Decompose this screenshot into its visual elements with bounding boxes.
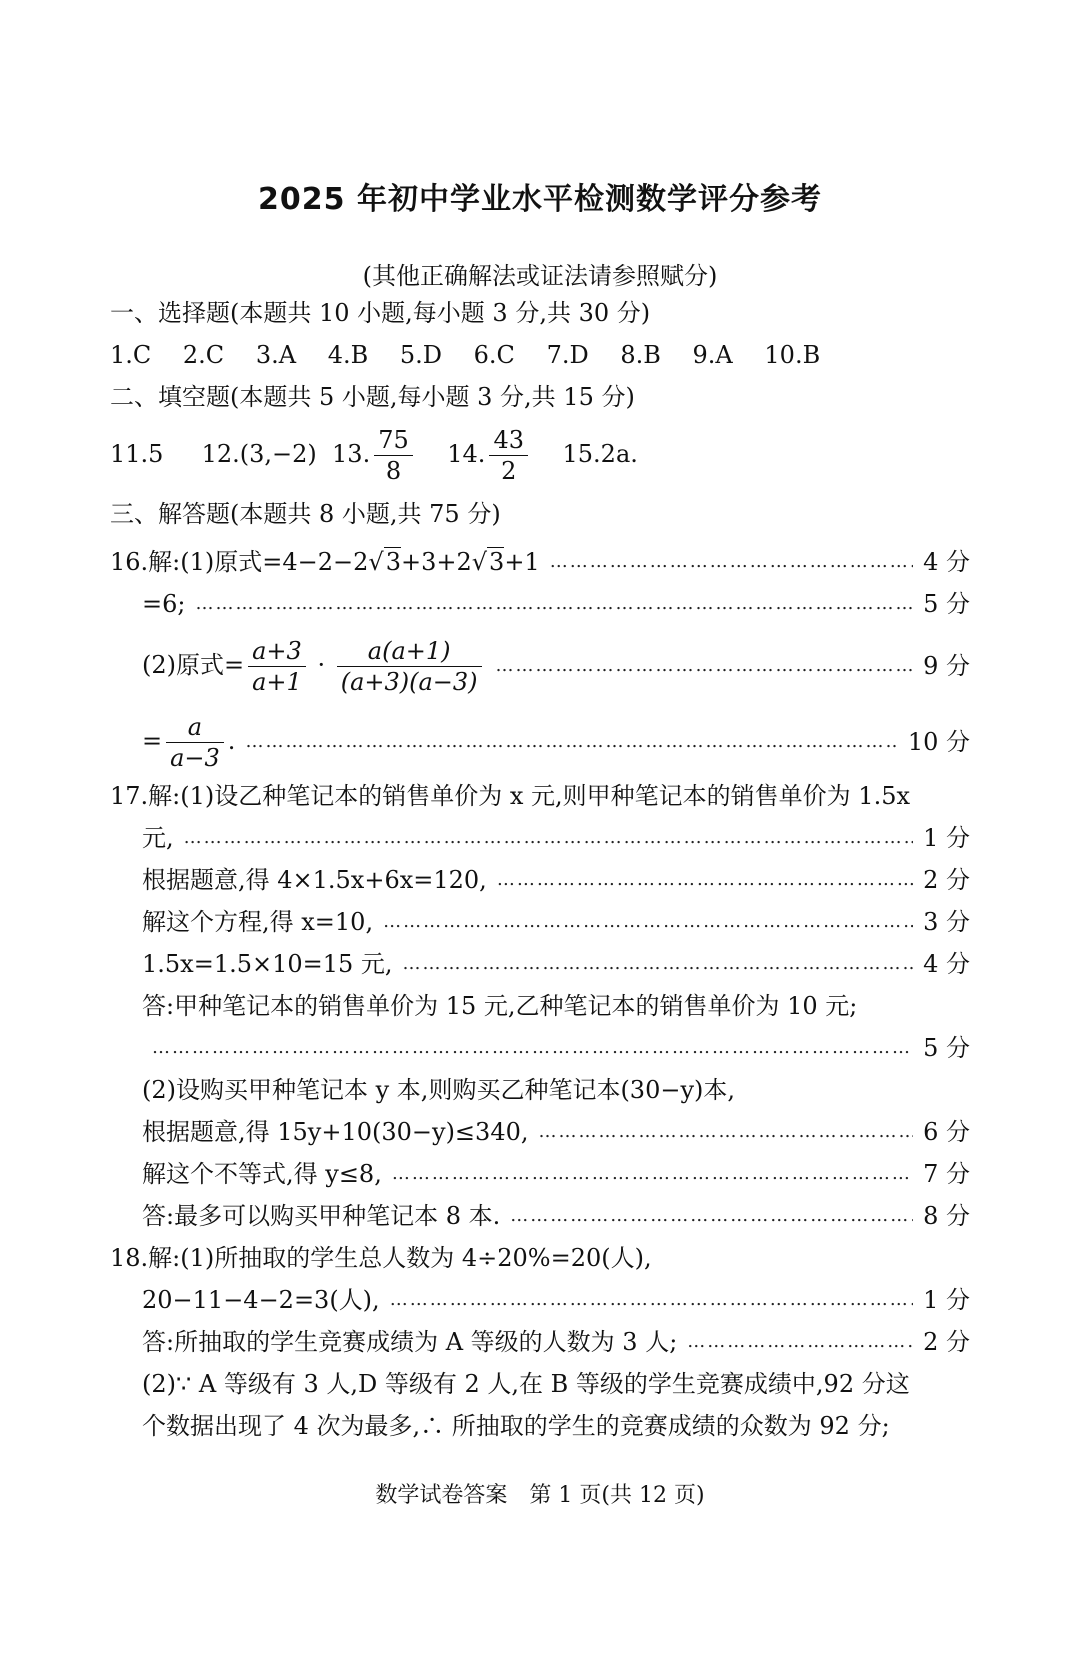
leader-dots [403, 948, 914, 980]
leader-dots [392, 1158, 913, 1190]
q17-line4: 解这个方程,得 x=10, …………………………………………………………………………………………………………………………… 3 分 [142, 906, 970, 938]
score: 7 分 [923, 1160, 970, 1188]
choice-answer: 10.B [764, 341, 821, 369]
leader-dots [245, 726, 897, 758]
choice-answers [110, 339, 844, 371]
choice-answer: 9.A [692, 341, 733, 369]
score: 4 分 [923, 950, 970, 978]
q17-line3: 根据题意,得 4×1.5x+6x=120, …………………………………………………………………………………………………………………………… 2 分 [142, 864, 970, 896]
choice-answer: 2.C [182, 341, 225, 369]
leader-dots [184, 822, 913, 854]
fraction-13: $\frac{75}{8}$ [374, 425, 413, 486]
score: 3 分 [923, 908, 970, 936]
leader-dots [510, 1200, 913, 1232]
fraction: $\frac{a+3}{a+1}$ [248, 636, 306, 697]
leader-dots [687, 1326, 913, 1358]
q18-line2: 20−11−4−2=3(人), …………………………………………………………………………………………………………………………… 1 分 [142, 1284, 970, 1316]
fraction: $\frac{a}{a-3}$ [166, 712, 224, 773]
score: 6 分 [923, 1118, 970, 1146]
score: 1 分 [923, 1286, 970, 1314]
grading-note: (其他正确解法或证法请参照赋分) [362, 262, 718, 290]
fill-answer-12: 12.(3,−2) [201, 440, 317, 468]
q16-line3: (2)原式= $\frac{a+3}{a+1}$ · $\frac{a(a+1)}{(a+3)(a-3)}$ …………………………………………………………………………………………………………………………… 9 分 [142, 634, 970, 698]
score: 2 分 [923, 866, 970, 894]
q17-line7 [142, 1032, 970, 1064]
q17-line9: 根据题意,得 15y+10(30−y)≤340, …………………………………………………………………………………………………………………………… 6 分 [142, 1116, 970, 1148]
q16-line4: = $\frac{a}{a-3}$ . …………………………………………………………………………………………………………………………… 10 分 [142, 710, 970, 774]
score: 5 分 [923, 590, 970, 618]
page-title: 2025 年初中学业水平检测数学评分参考 [258, 182, 822, 217]
q17-line5: 1.5x=1.5×10=15 元, …………………………………………………………………………………………………………………………… 4 分 [142, 948, 970, 980]
fill-answer-11: 11.5 [110, 440, 164, 468]
score: 5 分 [923, 1034, 970, 1062]
leader-dots [152, 1032, 913, 1064]
section3-heading: 三、解答题(本题共 8 小题,共 75 分) [110, 500, 501, 528]
score: 9 分 [923, 652, 970, 680]
q16-line1: 16.解:(1)原式=4−2−2√3+3+2√3+1 …………………………………………………………………………………………………………………………… 4 分 [110, 546, 970, 578]
score: 10 分 [907, 728, 970, 756]
score: 2 分 [923, 1328, 970, 1356]
leader-dots [550, 546, 913, 578]
score: 4 分 [923, 548, 970, 576]
choice-answer: 1.C [110, 341, 152, 369]
leader-dots [497, 864, 913, 896]
leader-dots [390, 1284, 913, 1316]
q17-line8: (2)设购买甲种笔记本 y 本,则购买乙种笔记本(30−y)本, [142, 1076, 736, 1104]
choice-answer: 8.B [620, 341, 661, 369]
q17-line11: 答:最多可以购买甲种笔记本 8 本. …………………………………………………………………………………………………………………………… 8 分 [142, 1200, 970, 1232]
q18-line4: (2)∵ A 等级有 3 人,D 等级有 2 人,在 B 等级的学生竞赛成绩中,92 分这 [142, 1370, 910, 1398]
choice-answer: 7.D [546, 341, 589, 369]
q17-line2: 元, …………………………………………………………………………………………………………………………… 1 分 [142, 822, 970, 854]
fraction-14: $\frac{43}{2}$ [489, 425, 528, 486]
score: 8 分 [923, 1202, 970, 1230]
leader-dots [195, 588, 913, 620]
leader-dots [383, 906, 913, 938]
leader-dots [538, 1116, 913, 1148]
q18-line1: 18.解:(1)所抽取的学生总人数为 4÷20%=20(人), [110, 1244, 652, 1272]
fill-answers [110, 424, 638, 488]
q17-line1: 17.解:(1)设乙种笔记本的销售单价为 x 元,则甲种笔记本的销售单价为 1.5x [110, 782, 911, 810]
choice-answer: 5.D [399, 341, 443, 369]
choice-answer: 3.A [255, 341, 297, 369]
section1-heading: 一、选择题(本题共 10 小题,每小题 3 分,共 30 分) [110, 299, 651, 327]
choice-answer: 4.B [327, 341, 369, 369]
fill-answer-13-label: 13. [332, 440, 371, 468]
choice-answer: 6.C [473, 341, 515, 369]
page-footer: 数学试卷答案 第 1 页(共 12 页) [375, 1483, 705, 1508]
q18-line5: 个数据出现了 4 次为最多,∴ 所抽取的学生的竞赛成绩的众数为 92 分; [142, 1412, 890, 1440]
q16-line2: =6; …………………………………………………………………………………………………………………………… 5 分 [142, 588, 970, 620]
q18-line3: 答:所抽取的学生竞赛成绩为 A 等级的人数为 3 人; …………………………………………………………………………………………………………………………… 2 分 [142, 1326, 970, 1358]
score: 1 分 [923, 824, 970, 852]
fill-answer-15: 15.2a. [562, 440, 638, 468]
section2-heading: 二、填空题(本题共 5 小题,每小题 3 分,共 15 分) [110, 383, 635, 411]
leader-dots [496, 650, 914, 682]
fraction: $\frac{a(a+1)}{(a+3)(a-3)}$ [337, 636, 482, 697]
fill-answer-14-label: 14. [447, 440, 486, 468]
q17-line6: 答:甲种笔记本的销售单价为 15 元,乙种笔记本的销售单价为 10 元; [142, 992, 858, 1020]
q17-line10: 解这个不等式,得 y≤8, …………………………………………………………………………………………………………………………… 7 分 [142, 1158, 970, 1190]
